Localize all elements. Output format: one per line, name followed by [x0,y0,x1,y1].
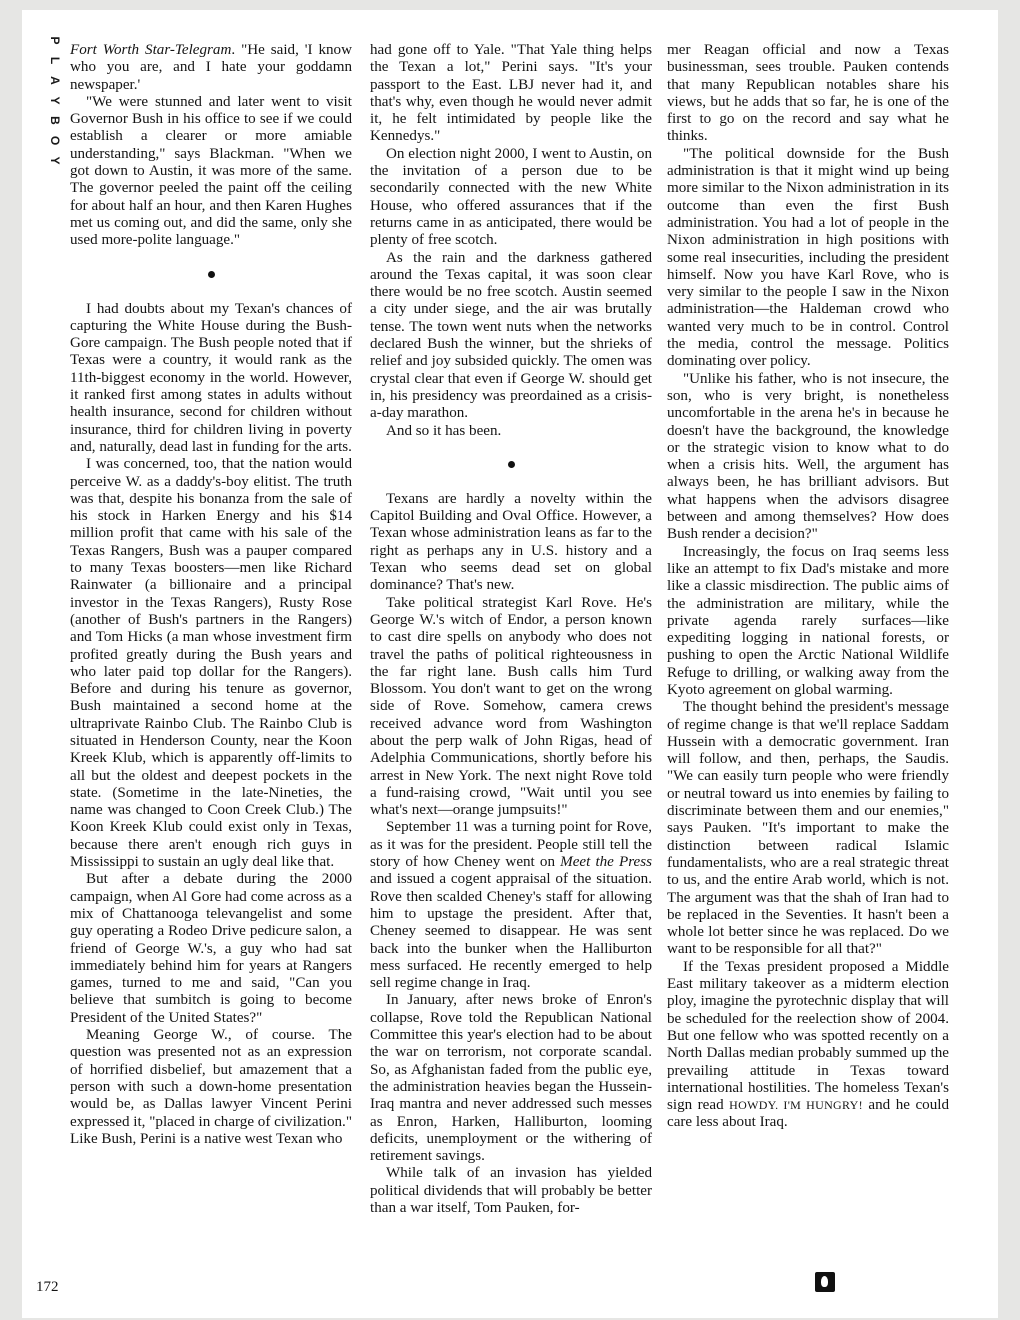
paragraph: As the rain and the darkness gathered around the Texas capital, it was soon clear there would be no free scotch. Austin seemed a city under siege, and the air was brutally tense. The town went nuts when the networks declared Bush the winner, but the shrieks of relief and joy subsided quickly. The omen was crystal clear that even if George W. should get in, his presidency was preordained as a crisis-a-day marathon. [370,249,652,422]
masthead-letter: L [48,56,62,68]
masthead-letter: Y [48,156,62,168]
source-name: Fort Worth Star-Telegram [70,42,232,58]
bullet-icon [508,461,515,468]
paragraph: The thought behind the president's message of regime change is that we'll replace Saddam Hussein with a democratic government. Iran will follow, and then, perhaps, the Saudis. "We can easily turn people who were friendly or neutral toward us into enemies by failing to discriminate between them and our enemies," says Pauken. "It's important to make the distinction between radical Islamic fundamentalists, who are a real strategic threat to us, and the entire Arab world, which is not. The argument was that the shah of Iran had to be replaced in the Seventies. It hasn't been a whole lot better since he was replaced. Do we want to be responsible for all that?" [667,699,949,958]
bullet-icon [208,271,215,278]
paragraph: I had doubts about my Texan's chances of capturing the White House during the Bush-Gore campaign. The Bush people noted that if Texas were a country, it would rank as the 11th-biggest economy in the world. However, it ranked first among states in adults without health insurance, second for children without insurance, third for children living in poverty and, naturally, dead last in funding for the arts. [70,300,352,455]
masthead-letter: P [48,36,62,48]
text-column-1 [70,42,352,1148]
paragraph: Take political strategist Karl Rove. He's George W.'s witch of Endor, a person known to cast dire spells on anybody who does not travel the paths of political righteousness in the far right lane. Bush calls him Turd Blossom. You don't want to get on the wrong side of Rove. Somehow, camera crews received advance word from Washington about the perp walk of John Rigas, head of Adelphia Communications, shortly before his arrest in New York. The next night Rove told a fund-raising crowd, "Wait until you see what's next—orange jumpsuits!" [370,594,652,819]
paragraph: "We were stunned and later went to visit Governor Bush in his office to see if we could establish a clearer or more amiable understanding," says Blackman. "When we got down to Austin, it was more of the same. The governor peeled the paint off the ceiling for about half an hour, and then Karen Hughes met us coming out, and did the same, only she used more-polite language." [70,93,352,249]
paragraph: Meaning George W., of course. The question was presented not as an expression of horrified disbelief, but amazement that a person with such a down-home presentation would be, as Dallas lawyer Vincent Perini expressed it, "placed in charge of civilization." Like Bush, Perini is a native west Texan who [70,1027,352,1147]
paragraph: I was concerned, too, that the nation would perceive W. as a daddy's-boy elitist. The truth was that, despite his bonanza from the sale of his stock in Harken Energy and his $14 million profit that came with his sale of the Texas Rangers, Bush was a pauper compared to many Texas boosters—men like Richard Rainwater (a billionaire and a principal investor in the Texas Rangers), Rusty Rose (another of Bush's partners in the Rangers) and Tom Hicks (a man whose investment firm profited greatly during the Bush years and who later paid top dollar for the Rangers). Before and during his tenure as governor, Bush maintained a second home at the ultraprivate Rainbo Club. The Rainbo Club is situated in Henderson County, near the Koon Kreek Klub, which is apparently off-limits to all but the oldest and deepest pockets in the state. (Sometime in the late-Nineties, the name was changed to Coon Creek Club.) The Koon Kreek Klub could exist only in Texas, because there aren't enough rich guys in Mississippi to sustain an ugly deal like that. [70,456,352,871]
paragraph: mer Reagan official and now a Texas businessman, sees trouble. Pauken contends that many Republican notables share his views, but he adds that so far, he is one of the first to go on the record and say what he thinks. [667,42,949,145]
text-column-2 [370,42,652,1217]
paragraph: While talk of an invasion has yielded political dividends that will probably be better than a war itself, Tom Pauken, for- [370,1165,652,1216]
magazine-page [22,10,998,1318]
paragraph: Increasingly, the focus on Iraq seems less like an attempt to fix Dad's mistake and more like a classic misdirection. The public aims of the administration are military, while the private agenda rarely surfaces—like expediting logging in national forests, or pushing to open the Arctic National Wildlife Refuge to drilling, or walking away from the Kyoto agreement on global warming. [667,543,949,698]
paragraph: And so it has been. [386,422,502,439]
paragraph: "The political downside for the Bush administration is that it might wind up being more similar to the Nixon administration in its outcome than even the first Bush administration. You had a lot of people in the Nixon administration in high positions with some real insecurities, including the president himself. Now you have Karl Rove, who is very similar to the people I saw in the Nixon administration—the Haldeman crowd who wanted very much to be in control. Control the media, control the message. Politics dominating over policy. [667,145,949,370]
page-number: 172 [36,1279,59,1295]
paragraph: But after a debate during the 2000 campaign, when Al Gore had come across as a mix of Chattanooga televangelist and some guy operating a Rodeo Drive pedicure salon, a friend of George W.'s, a guy who had sat immediately behind him for years at Rangers games, turned to me and said, "Can you believe that sumbitch is going to become President of the United States?" [70,871,352,1026]
paragraph: Texans are hardly a novelty within the Capitol Building and Oval Office. However, a Texan whose administration leans as far to the right as perhaps any in U.S. history and a Texan who seems dead set on global dominance? That's new. [370,490,652,594]
tv-show-title: Meet the Press [560,854,653,871]
paragraph: On election night 2000, I went to Austin, on the invitation of a person due to be secondarily connected with the new White House, who offered assurances that if the returns came in as anticipated, there would be plenty of free scotch. [370,145,652,249]
masthead-letter: O [48,135,62,149]
sign-text: HOWDY. I'M HUNGRY! [729,1098,863,1113]
paragraph: If the Texas president proposed a Middle East military takeover as a midterm election ploy, imagine the pyrotechnic display that will be scheduled for the reelection show of 2004. But one fellow who was spotted recently on a North Dallas median probably summed up the prevailing attitude in Texas toward international hostilities. The homeless Texan's sign read HOWDY. I'M HUNGRY! and he could care less about Iraq. [667,958,950,1131]
paragraph: Fort Worth Star-Telegram. "He said, 'I know who you are, and I hate your goddamn newspaper.' [70,42,352,93]
paragraph: September 11 was a turning point for Rove, as it was for the president. People still tell the story of how Cheney went on Meet the Press and issued a cogent appraisal of the situation. Rove then scalded Cheney's staff for allowing him to upstage the president. After that, Cheney seemed to disappear. He was sent back into the bunker when the Halliburton mess surfaced. He recently emerged to help sell regime change in Iraq. [370,819,653,992]
text-column-3 [667,42,949,1132]
paragraph: In January, after news broke of Enron's collapse, Rove told the Republican National Committee this year's election had to be about the war on terrorism, not corporate scandal. So, as Afghanistan faded from the public eye, the administration heavies began the Hussein-Iraq mantra and never addressed such messes as Enron, Harken, Halliburton, looming deficits, unemployment or the withering of retirement savings. [370,992,652,1165]
rabbit-head-end-mark-icon [815,1272,835,1292]
masthead-letter: B [48,116,62,128]
paragraph: had gone off to Yale. "That Yale thing helps the Texan a lot," Perini says. "It's your passport to the East. LBJ never had it, and that's why, even though he would never admit it, he felt intimidated by people like the Kennedys." [370,42,652,145]
section-separator [70,266,352,283]
magazine-masthead [45,32,65,212]
section-separator [370,456,652,473]
masthead-letter: Y [48,96,62,108]
masthead-letter: A [48,76,62,88]
paragraph: "Unlike his father, who is not insecure, the son, who is very bright, is nonetheless uncomfortable in the arena he's in because he doesn't have the background, the knowledge or the strategic vision to know what to do when a crisis hits. Well, the argument has always been, he has brilliant advisors. But what happens when the advisors disagree between and among themselves? How does Bush render a decision?" [667,370,949,543]
